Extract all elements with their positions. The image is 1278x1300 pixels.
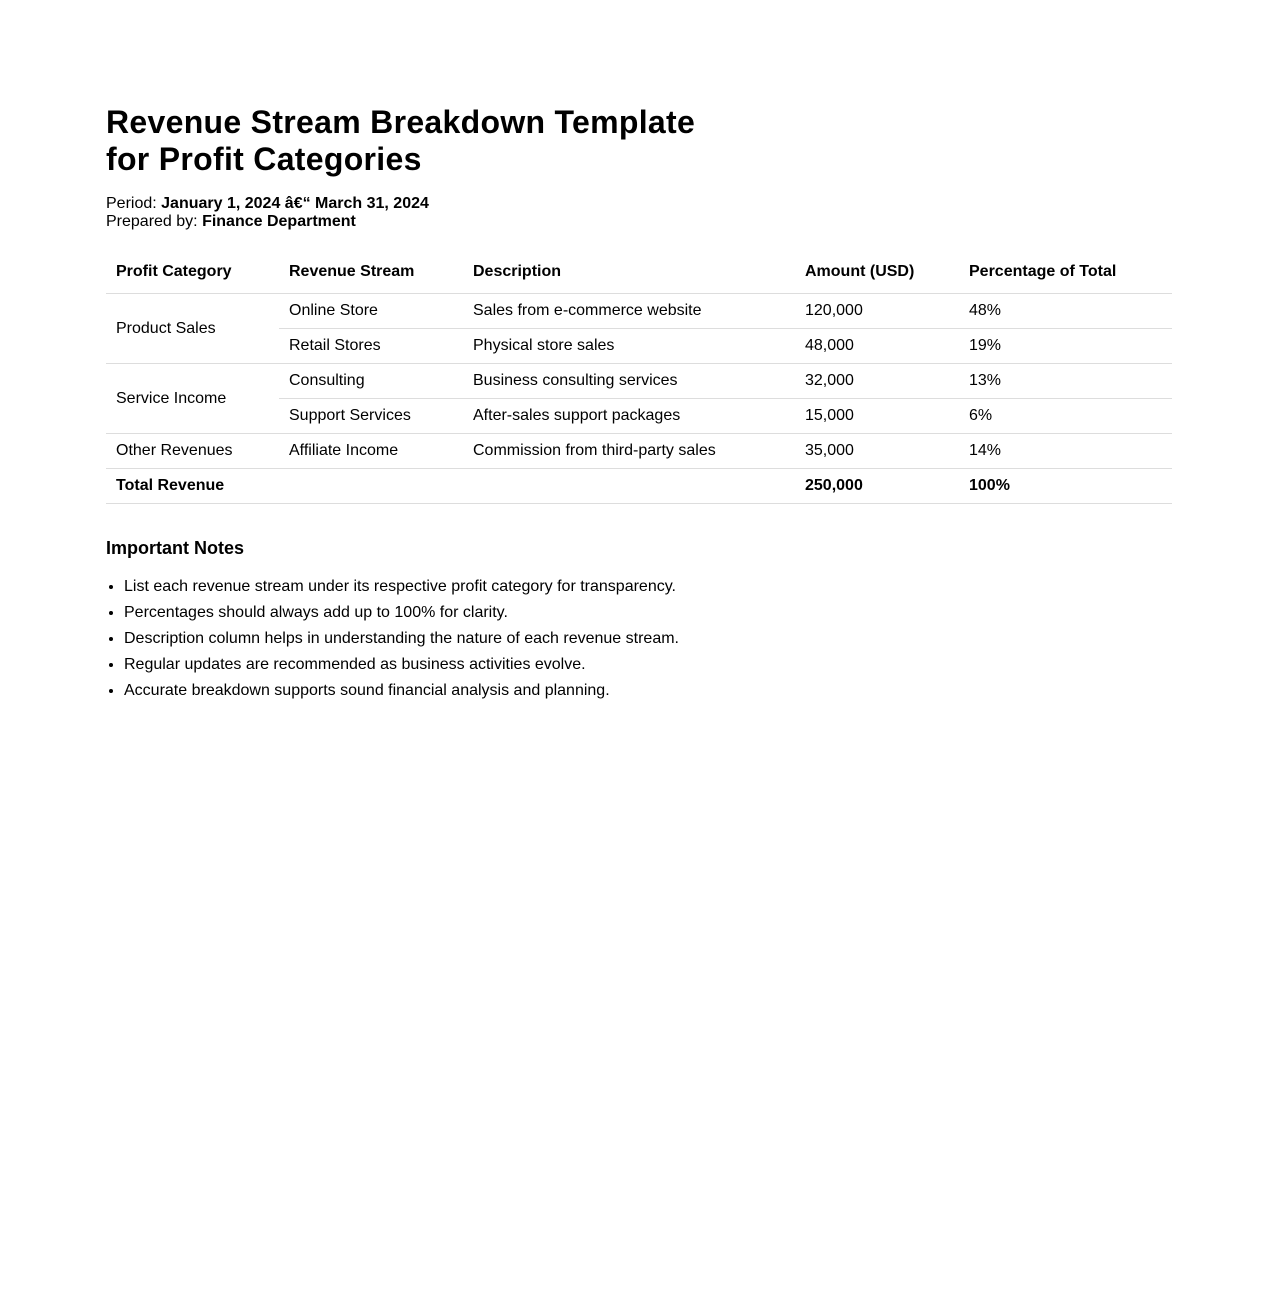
stream-cell: Consulting [279, 364, 463, 399]
header-description: Description [463, 251, 795, 294]
list-item: • Percentages should always add up to 100% for clarity. [124, 600, 1172, 626]
revenue-table [106, 251, 1172, 504]
prepared-by-label: Prepared by: [106, 213, 198, 230]
category-cell: Service Income [106, 364, 279, 434]
amount-cell: 15,000 [795, 399, 959, 434]
amount-cell: 32,000 [795, 364, 959, 399]
percent-cell: 48% [959, 294, 1172, 329]
notes-heading: Important Notes [106, 538, 245, 558]
category-cell: Other Revenues [106, 434, 279, 469]
stream-cell: Support Services [279, 399, 463, 434]
page-title: Revenue Stream Breakdown Template for Profit Categories [106, 104, 696, 177]
header-amount: Amount (USD) [795, 251, 959, 294]
prepared-by-value: Finance Department [202, 213, 356, 230]
table-row [106, 434, 1172, 469]
header-profit-category: Profit Category [106, 251, 279, 294]
description-cell: Commission from third-party sales [463, 434, 795, 469]
amount-cell: 120,000 [795, 294, 959, 329]
period-value: January 1, 2024 â€“ March 31, 2024 [161, 195, 429, 212]
list-item: • List each revenue stream under its respective profit category for transparency. [124, 574, 1172, 600]
description-cell: Sales from e-commerce website [463, 294, 795, 329]
total-row [106, 469, 1172, 504]
prepared-by-line [106, 213, 1172, 231]
notes-list [106, 574, 1172, 704]
amount-cell: 35,000 [795, 434, 959, 469]
header-percentage: Percentage of Total [959, 251, 1172, 294]
list-item: • Description column helps in understanding the nature of each revenue stream. [124, 626, 1172, 652]
table-row [106, 294, 1172, 329]
percent-cell: 19% [959, 329, 1172, 364]
stream-cell: Retail Stores [279, 329, 463, 364]
description-cell: Physical store sales [463, 329, 795, 364]
percent-cell: 13% [959, 364, 1172, 399]
document-meta [106, 195, 1172, 231]
description-cell: After-sales support packages [463, 399, 795, 434]
total-percent: 100% [959, 469, 1172, 504]
description-cell: Business consulting services [463, 364, 795, 399]
percent-cell: 14% [959, 434, 1172, 469]
table-row [106, 364, 1172, 399]
period-label: Period: [106, 195, 157, 212]
total-label: Total Revenue [106, 469, 795, 504]
stream-cell: Online Store [279, 294, 463, 329]
amount-cell: 48,000 [795, 329, 959, 364]
period-line [106, 195, 1172, 213]
stream-cell: Affiliate Income [279, 434, 463, 469]
header-revenue-stream: Revenue Stream [279, 251, 463, 294]
table-header-row [106, 251, 1172, 294]
list-item: • Accurate breakdown supports sound financial analysis and planning. [124, 678, 1172, 704]
document [106, 104, 1172, 704]
total-amount: 250,000 [795, 469, 959, 504]
category-cell: Product Sales [106, 294, 279, 364]
list-item: • Regular updates are recommended as business activities evolve. [124, 652, 1172, 678]
percent-cell: 6% [959, 399, 1172, 434]
